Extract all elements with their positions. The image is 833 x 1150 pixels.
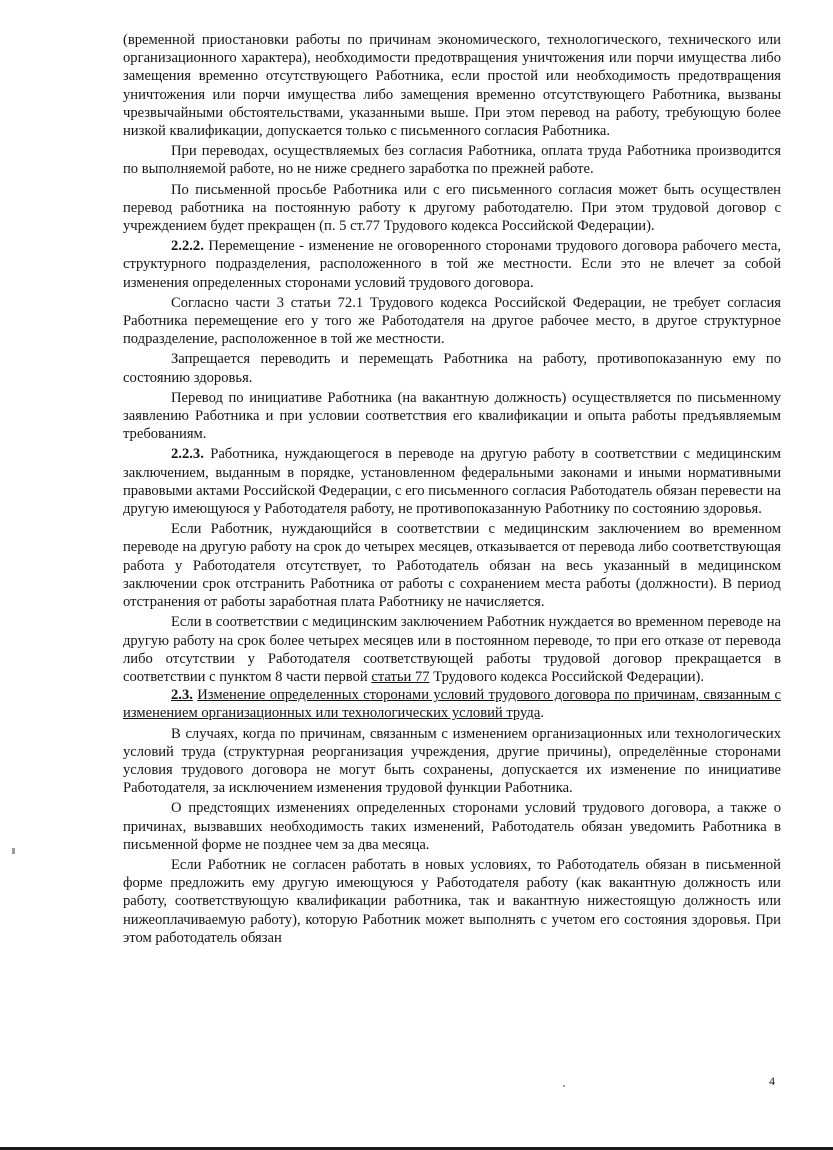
paragraph-text: Если в соответствии с медицинским заключением Работник нуждается во временном переводе на другую работу на срок более четырех месяцев или в постоянном переводе, то при его отказе от перевода либо отсутствии у Работодателя соответствующей работы трудовой договор прекращается в соответствии с пунктом 8 части первой <box>123 614 781 685</box>
section-heading-end: . <box>540 705 544 722</box>
paragraph-prohibition: Запрещается переводить и перемещать Работника на работу, противопоказанную ему по состоянию здоровья. <box>123 351 781 386</box>
section-2-2-2 <box>123 237 781 292</box>
section-text: Перемещение - изменение не оговоренного сторонами трудового договора рабочего места, структурного подразделения, расположенного в той же местности. Если это не влечет за собой изменения определенных сторонами условий трудового договора. <box>123 238 781 291</box>
paragraph-pay-on-transfer: При переводах, осуществляемых без согласия Работника, оплата труда Работника производится по выполняемой работе, но не ниже среднего заработка по прежней работе. <box>123 143 781 178</box>
paragraph-notification: О предстоящих изменениях определенных сторонами условий трудового договора, а также о причинах, вызвавших необходимость таких изменений, Работодатель обязан уведомить Работника в письменной форме не позднее чем за два месяца. <box>123 800 781 853</box>
article-77-link[interactable]: статьи 77 <box>371 668 430 685</box>
paragraph-employee-initiative: Перевод по инициативе Работника (на вакантную должность) осуществляется по письменному заявлению Работника и при условии соответствия его квалификации и опыта работы предъявляемым требованиям. <box>123 389 781 443</box>
page-number: 4 <box>769 1074 775 1088</box>
paragraph-text-end: Трудового кодекса Российской Федерации). <box>429 668 705 685</box>
section-text: Работника, нуждающегося в переводе на другую работу в соответствии с медицинским заключением, выданным в порядке, установленном федеральными законами и иными нормативными правовыми актами Российской Федерации, с его письменного согласия Работодатель обязан перевести на другую имеющуюся у Работодателя работу, не противопоказанную Работнику по состоянию здоровья. <box>123 446 782 518</box>
section-2-3 <box>123 686 781 722</box>
section-number: 2.2.2. <box>171 238 204 255</box>
section-number: 2.3. <box>171 687 193 704</box>
scan-speck <box>563 1085 565 1087</box>
paragraph-termination <box>123 613 781 686</box>
paragraph-article-72-1: Согласно части 3 статьи 72.1 Трудового кодекса Российской Федерации, не требует согласия Работника перемещение его у того же Работодателя на другое рабочее место, в другое структурное подразделение, расположенное в той же местности. <box>123 294 781 348</box>
paragraph-transfer-other-employer: По письменной просьбе Работника или с его письменного согласия может быть осуществлен перевод работника на постоянную работу к другому работодателю. При этом трудовой договор с учреждением будет прекращен (п. 5 ст.77 Трудового кодекса Российской Федерации). <box>123 181 781 235</box>
paragraph-disagreement: Если Работник не согласен работать в новых условиях, то Работодатель обязан в письменной форме предложить ему другую имеющуюся у Работодателя работу (как вакантную должность или работу, соответствующую квалификации работника, так и вакантную нижестоящую должность или нижеоплачиваемую работу), которую Работник может выполнять с учетом его состояния здоровья. При этом работодатель обязан <box>123 856 781 946</box>
paragraph-continuation: (временной приостановки работы по причинам экономического, технологического, технического или организационного характера), необходимости предотвращения уничтожения или порчи имущества либо замещения временно отсутствующего Работника, если простой или необходимость предотвращения уничтожения или порчи имущества либо замещения временно отсутствующего Работника, вызваны чрезвычайными обстоятельствами, указанными выше. При этом перевод на работу, требующую более низкой квалификации, допускается только с письменного согласия Работника. <box>123 32 781 140</box>
section-number: 2.2.3. <box>171 446 204 463</box>
paragraph-reorganization: В случаях, когда по причинам, связанным с изменением организационных или технологических условий труда (структурная реорганизация учреждения, другие причины), определённые сторонами условия трудового договора не могут быть сохранены, допускается их изменение по инициативе Работодателя, за исключением изменения трудовой функции Работника. <box>123 725 781 797</box>
paragraph-suspension: Если Работник, нуждающийся в соответствии с медицинским заключением во временном переводе на другую работу на срок до четырех месяцев, отказывается от перевода либо соответствующая работа у Работодателя отсутствует, то Работодатель обязан на весь указанный в медицинском заключении срок отстранить Работника от работы с сохранением места работы (должности). В период отстранения от работы заработная плата Работнику не начисляется. <box>123 521 781 611</box>
section-heading: Изменение определенных сторонами условий трудового договора по причинам, связанным с изменением организационных или технологических условий труда <box>123 687 781 722</box>
scan-speck <box>12 848 15 854</box>
section-2-2-3 <box>123 445 781 518</box>
